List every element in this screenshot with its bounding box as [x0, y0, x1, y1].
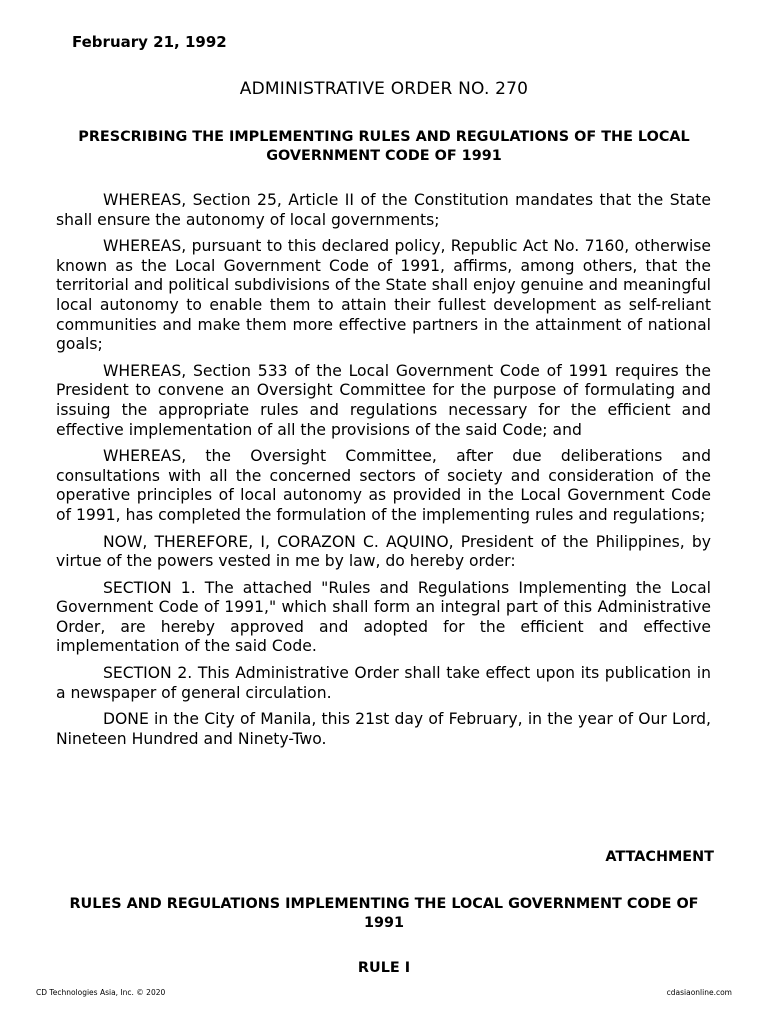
attachment-label: ATTACHMENT — [605, 849, 714, 865]
paragraph-done: DONE in the City of Manila, this 21st day of February, in the year of Our Lord, Nineteen Hundred and Ninety-Two. — [56, 710, 711, 748]
paragraph-section-2: SECTION 2. This Administrative Order shall take effect upon its publication in a newspaper of general circulation. — [56, 664, 711, 702]
paragraph-section-1: SECTION 1. The attached "Rules and Regulations Implementing the Local Government Code of 1991," which shall form an integral part of this Administrative Order, are hereby approved and adopted for the efficient and effective implementation of the said Code. — [56, 578, 711, 656]
paragraph-whereas-ra7160: WHEREAS, pursuant to this declared policy, Republic Act No. 7160, otherwise known as the Local Government Code of 1991, affirms, among others, that the territorial and political subdivisions of the State shall enjoy genuine and meaningful local autonomy to enable them to attain their fullest development as self-reliant communities and make them more effective partners in the attainment of national goals; — [56, 237, 711, 354]
rules-title: RULES AND REGULATIONS IMPLEMENTING THE LOCAL GOVERNMENT CODE OF 1991 — [69, 896, 699, 931]
footer-website: cdasiaonline.com — [666, 988, 732, 997]
footer-copyright: CD Technologies Asia, Inc. © 2020 — [36, 988, 166, 997]
order-title: ADMINISTRATIVE ORDER NO. 270 — [239, 79, 529, 99]
document-body — [56, 191, 711, 756]
paragraph-whereas-oversight: WHEREAS, the Oversight Committee, after due deliberations and consultations with all the concerned sectors of society and consideration of the operative principles of local autonomy as provided in the Local Government Code of 1991, has completed the formulation of the implementing rules and regulations; — [56, 447, 711, 524]
document-date: February 21, 1992 — [72, 33, 227, 51]
order-subtitle: PRESCRIBING THE IMPLEMENTING RULES AND REGULATIONS OF THE LOCAL GOVERNMENT CODE OF 1991 — [78, 129, 690, 164]
paragraph-whereas-constitution: WHEREAS, Section 25, Article II of the Constitution mandates that the State shall ensure the autonomy of local governments; — [56, 191, 711, 229]
paragraph-whereas-section533: WHEREAS, Section 533 of the Local Government Code of 1991 requires the President to convene an Oversight Committee for the purpose of formulating and issuing the appropriate rules and regulations necessary for the efficient and effective implementation of all the provisions of the said Code; and — [56, 361, 711, 439]
paragraph-now-therefore: NOW, THEREFORE, I, CORAZON C. AQUINO, President of the Philippines, by virtue of the powers vested in me by law, do hereby order: — [56, 532, 711, 571]
rule-heading: RULE I — [357, 960, 411, 976]
